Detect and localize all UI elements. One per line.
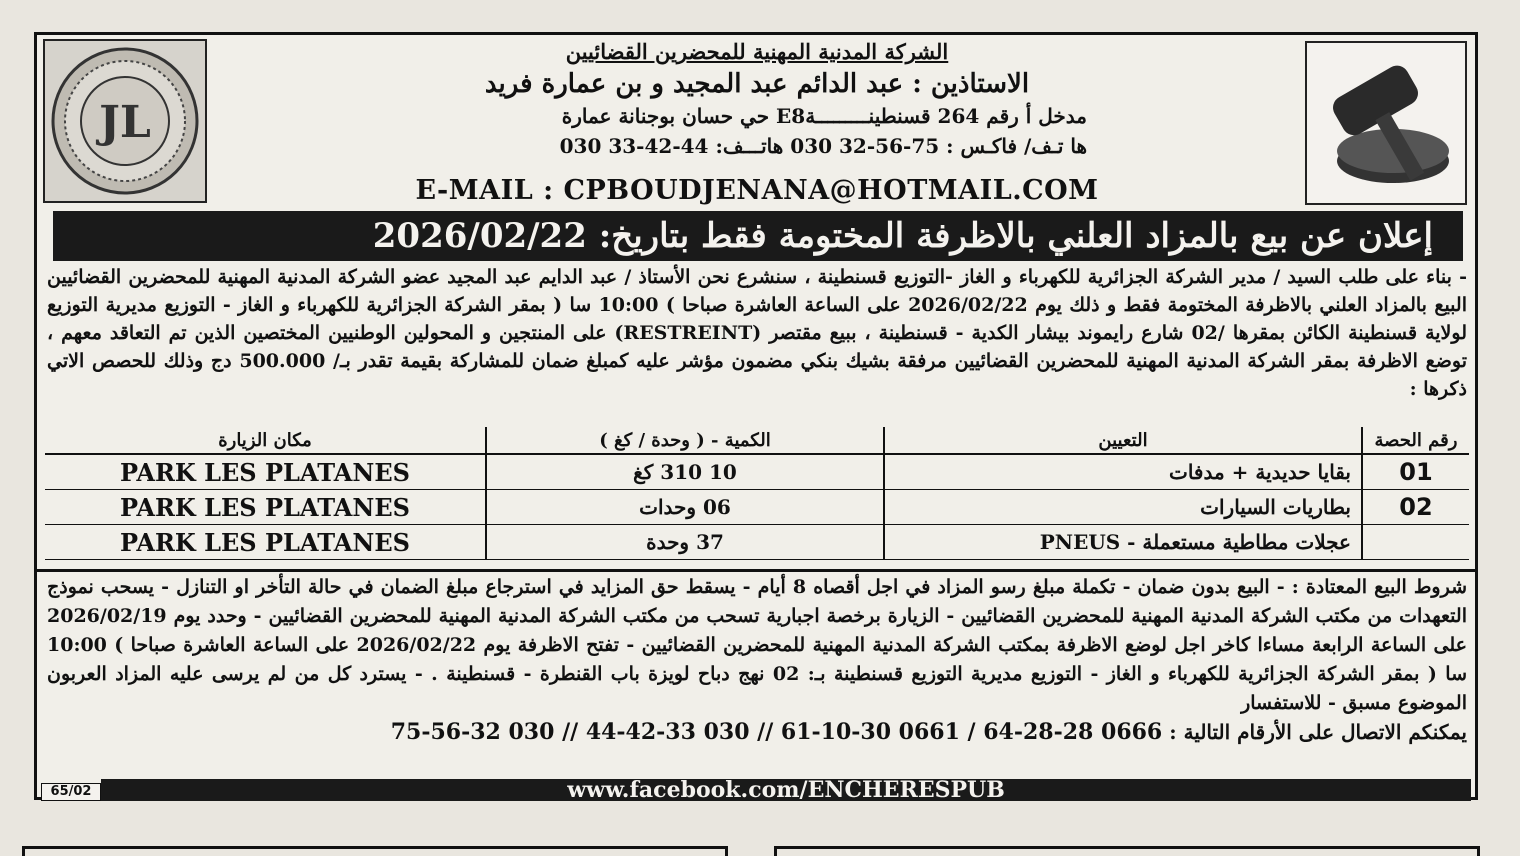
organization-name: الشركة المدنية المهنية للمحضرين القضائيين: [565, 39, 949, 64]
sale-announcement-banner: [53, 211, 1463, 261]
lot-place: PARK LES PLATANES: [45, 454, 486, 490]
ad-reference: 65/02: [41, 783, 101, 801]
facebook-link[interactable]: www.facebook.com/ENCHERESPUB: [101, 779, 1471, 801]
table-header-row: [45, 427, 1469, 454]
col-visit-place: مكان الزيارة: [45, 427, 486, 454]
svg-text:JL: JL: [99, 97, 151, 148]
contact-numbers: 75-56-32 030 // 44-42-33 030 // 61-10-30 0661 / 64-28-28 0666: [390, 719, 1163, 745]
intro-paragraph: [47, 263, 1467, 403]
address-line: مدخل أ رقم 264 قسنطينـــــــــةE8 حي حسان بوجنانة عمارة: [561, 104, 1087, 128]
col-designation: التعيين: [884, 427, 1362, 454]
table-row: [45, 454, 1469, 490]
lot-quantity: 37 وحدة: [486, 525, 884, 560]
table-row: [45, 490, 1469, 525]
contact-label: يمكنكم الاتصال على الأرقام التالية :: [1169, 720, 1467, 744]
lot-number: 01: [1362, 454, 1469, 490]
lot-designation: بقايا حديدية + مدفات: [884, 454, 1362, 490]
col-quantity: الكمية - ( وحدة / كغ ): [486, 427, 884, 454]
table-row: [45, 525, 1469, 560]
col-lot-number: رقم الحصة: [1362, 427, 1469, 454]
seal-logo: [43, 39, 207, 203]
lot-place: PARK LES PLATANES: [45, 490, 486, 525]
seal-icon: [45, 41, 205, 201]
lot-designation: عجلات مطاطية مستعملة - PNEUS: [884, 525, 1362, 560]
banner-date: 2026/02/22: [372, 216, 587, 256]
contact-line: [47, 718, 1467, 747]
phone-line: ها تـف/ فاكـس : 75-56-32 030 هاتـــف: 44-42-33 030: [559, 134, 1087, 158]
header-block: [397, 37, 1117, 161]
gavel-image: [1305, 41, 1467, 205]
sale-conditions: [47, 573, 1467, 747]
lot-number: 02: [1362, 490, 1469, 525]
lot-quantity: 10 310 كغ: [486, 454, 884, 490]
intro-text: - بناء على طلب السيد / مدير الشركة الجزائرية للكهرباء و الغاز -التوزيع قسنطينة ، سنشرع نحن الأستاذ / عبد الدايم عبد المجيد عضو الشركة المدنية المهنية للمحضرين القضائيين البيع بالمزاد العلني بالاظرفة المختومة فقط و ذلك يوم 2026/02/22 على الساعة العاشرة صباحا ) 10:00 سا ( بمقر الشركة الجزائرية للكهرباء و الغاز - التوزيع مديرية التوزيع لولاية قسنطينة الكائن بمقرها /02 شارع رايموند بيشار الكدية - قسنطينة ، ببيع مقتصر (RESTREINT) على المنتجين و المحولين الوطنيين المختصين الذين تم التعاقد معهم ، توضع الاظرفة بمقر الشركة المدنية المهنية للمحضرين القضائيين مرفقة بشيك بنكي مضمون مؤشر عليه كمبلغ ضمان للمشاركة بقيمة تقدر بـ/ 500.000 دج وذلك للحصص الاتي ذكرها :: [47, 266, 1467, 400]
lot-quantity: 06 وحدات: [486, 490, 884, 525]
lot-designation: بطاريات السيارات: [884, 490, 1362, 525]
conditions-text: شروط البيع المعتادة : - البيع بدون ضمان - تكملة مبلغ رسو المزاد في اجل أقصاه 8 أيام - يسقط حق المزايد في استرجاع مبلغ الضمان في حالة التأخر او التنازل - يسحب نموذج التعهدات من مكتب الشركة المدنية المهنية للمحضرين القضائيين - الزيارة برخصة اجبارية تسحب من مكتب الشركة المدنية المهنية للمحضرين القضائيين - وحدد يوم 2026/02/19 على الساعة الرابعة مساءا كاخر اجل لوضع الاظرفة بمكتب الشركة المدنية المهنية للمحضرين القضائيين - تفتح الاظرفة يوم 2026/02/22 على الساعة العاشرة صباحا ) 10:00 سا ( بمقر الشركة الجزائرية للكهرباء و الغاز - التوزيع مديرية التوزيع قسنطينة بـ: 02 نهج دباح لويزة باب القنطرة - قسنطينة . - يسترد كل من لم يرسى عليه المزاد العربون الموضوع مسبق - للاستفسار: [47, 576, 1467, 714]
auction-advertisement: [34, 32, 1478, 803]
banner-text: إعلان عن بيع بالمزاد العلني بالاظرفة المختومة فقط بتاريخ:: [598, 216, 1433, 256]
next-ad-frame-left: [22, 846, 728, 856]
lawyers-names: الاستاذين : عبد الدائم عبد المجيد و بن عمارة فريد: [484, 69, 1030, 99]
lot-number: [1362, 525, 1469, 560]
next-ad-frame-right: [774, 846, 1480, 856]
email-address: E-MAIL : CPBOUDJENANA@HOTMAIL.COM: [415, 175, 1099, 206]
divider: [37, 569, 1475, 572]
lot-place: PARK LES PLATANES: [45, 525, 486, 560]
gavel-icon: [1307, 43, 1461, 199]
lots-table: [45, 427, 1469, 560]
